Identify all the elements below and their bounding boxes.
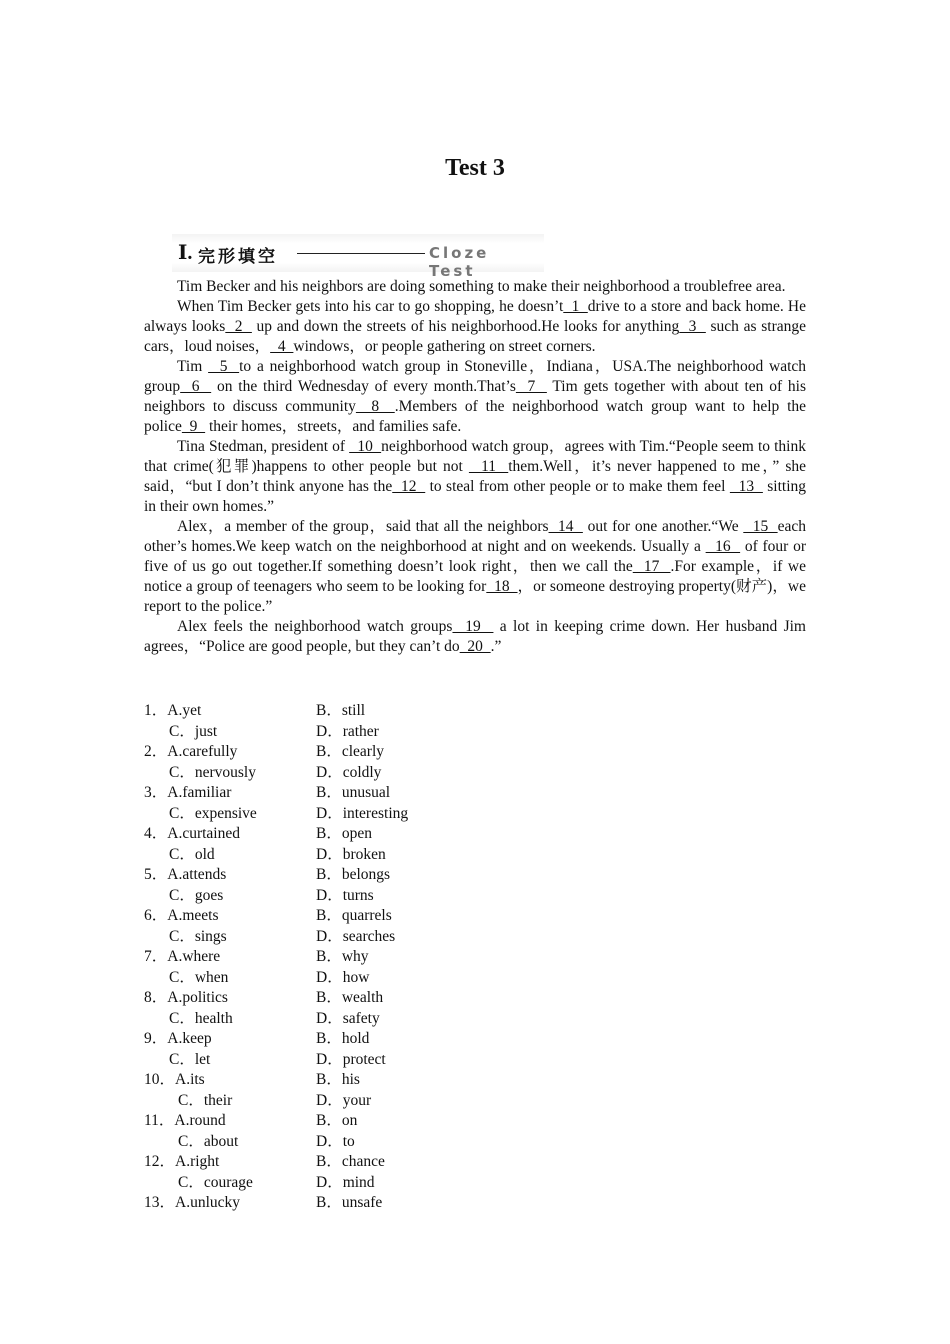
answer-blank: 8 — [355, 398, 395, 415]
passage-text: neighborhood watch group，agrees with Tim.“People seem to think that crime(犯罪)happens to other people but not — [144, 438, 806, 475]
answer-blank: 3 — [679, 318, 706, 335]
passage-text: drive to a store and back home. He always looks — [144, 298, 807, 335]
passage-text: ，or someone destroying property(财产)，we report to the police.” — [144, 578, 806, 615]
option-b: B．chance — [316, 1153, 385, 1170]
cloze-passage — [144, 277, 806, 657]
passage-text: .For example，if we notice a group of teenagers who seem to be looking for — [144, 558, 807, 595]
option-b: B．belongs — [316, 866, 391, 883]
option-c: C．sings — [169, 927, 227, 945]
option-d: D．your — [316, 1091, 372, 1109]
option-b: B．wealth — [316, 989, 384, 1006]
question-options — [144, 1067, 644, 1108]
option-d: D．to — [316, 1132, 355, 1150]
option-b: B．on — [316, 1112, 358, 1129]
option-a: 12．A.right — [144, 1153, 220, 1170]
passage-text: Tina Stedman, president of — [177, 438, 350, 455]
question-options — [144, 862, 644, 903]
passage-text: such as strange cars，loud noises， — [144, 318, 806, 355]
passage-text: .Members of the neighborhood watch group want to help the police — [144, 398, 807, 435]
option-d: D．rather — [316, 722, 379, 740]
option-d: D．how — [316, 968, 370, 986]
option-a: 6．A.meets — [144, 907, 219, 924]
option-c: C．their — [178, 1091, 233, 1109]
question-options — [144, 1108, 644, 1149]
option-b: B．still — [316, 702, 366, 719]
option-b: B．quarrels — [316, 907, 392, 924]
answer-blank: 9 — [181, 418, 206, 435]
option-c: C．when — [169, 968, 229, 986]
passage-text: Alex，a member of the group，said that all the neighbors — [177, 518, 549, 535]
answer-blank: 16 — [705, 538, 741, 555]
answer-blank: 6 — [180, 378, 212, 395]
option-d: D．protect — [316, 1050, 386, 1068]
option-a: 13．A.unlucky — [144, 1194, 241, 1211]
answer-options — [144, 698, 644, 1210]
passage-paragraph — [144, 277, 806, 297]
passage-text: Tim Becker and his neighbors are doing something to make their neighborhood a troublefree area. — [177, 278, 786, 295]
option-d: D．coldly — [316, 763, 382, 781]
option-c: C．goes — [169, 886, 224, 904]
passage-paragraph — [144, 517, 806, 617]
question-options — [144, 698, 644, 739]
answer-blank: 20 — [459, 638, 491, 655]
option-c: C．let — [169, 1050, 211, 1068]
passage-paragraph — [144, 437, 806, 517]
option-b: B．why — [316, 948, 369, 965]
option-b: B．unusual — [316, 784, 391, 801]
answer-blank: 7 — [515, 378, 547, 395]
passage-text: Tim gets together with about ten of his neighbors to discuss community — [144, 378, 807, 415]
option-d: D．searches — [316, 927, 396, 945]
option-d: D．turns — [316, 886, 374, 904]
passage-text: their homes，streets，and families safe. — [205, 418, 462, 435]
option-c: C．old — [169, 845, 215, 863]
option-c: C．health — [169, 1009, 233, 1027]
question-options — [144, 944, 644, 985]
option-c: C．expensive — [169, 804, 257, 822]
answer-blank: 5 — [208, 358, 240, 375]
option-b: B．his — [316, 1071, 360, 1088]
option-b: B．clearly — [316, 743, 385, 760]
answer-blank: 2 — [225, 318, 252, 335]
option-a: 7．A.where — [144, 948, 221, 965]
passage-text: windows，or people gathering on street corners. — [293, 338, 596, 355]
question-options — [144, 1149, 644, 1190]
passage-text: a lot in keeping crime down. Her husband Jim agrees，“Police are good people, but they can’t do — [144, 618, 806, 655]
answer-blank: 13 — [729, 478, 763, 495]
option-a: 5．A.attends — [144, 866, 227, 883]
question-options — [144, 903, 644, 944]
question-options — [144, 1190, 644, 1210]
option-a: 3．A.familiar — [144, 784, 232, 801]
option-d: D．safety — [316, 1009, 380, 1027]
question-options — [144, 1026, 644, 1067]
option-d: D．mind — [316, 1173, 375, 1191]
option-a: 4．A.curtained — [144, 825, 240, 842]
answer-blank: 12 — [392, 478, 426, 495]
section-title-cn: 完形填空 — [198, 247, 278, 267]
passage-paragraph — [144, 357, 806, 437]
passage-text: Tim — [177, 358, 209, 375]
passage-text: out for one another.“We — [582, 518, 744, 535]
answer-blank: 19 — [452, 618, 494, 635]
passage-text: them.Well，it’s never happened to me，” she said，“but I don’t think anyone has the — [144, 458, 806, 495]
section-title-en: Cloze Test — [429, 244, 490, 280]
option-c: C．courage — [178, 1173, 253, 1191]
passage-text: of four or five of us go out together.If something doesn’t look right，then we call the — [144, 538, 806, 575]
passage-paragraph — [144, 297, 806, 357]
question-options — [144, 739, 644, 780]
question-options — [144, 780, 644, 821]
answer-blank: 14 — [548, 518, 583, 535]
option-c: C．about — [178, 1132, 239, 1150]
answer-blank: 11 — [468, 458, 509, 475]
passage-text: sitting in their own homes.” — [144, 478, 807, 515]
answer-blank: 1 — [563, 298, 588, 315]
answer-blank: 17 — [632, 558, 671, 575]
passage-text: to steal from other people or to make them feel — [425, 478, 730, 495]
passage-text: Alex feels the neighborhood watch groups — [177, 618, 453, 635]
option-a: 11．A.round — [144, 1112, 226, 1129]
answer-blank: 18 — [486, 578, 518, 595]
answer-blank: 10 — [349, 438, 382, 455]
option-c: C．just — [169, 722, 218, 740]
question-options — [144, 821, 644, 862]
passage-text: on the third Wednesday of every month.That’s — [211, 378, 516, 395]
question-options — [144, 985, 644, 1026]
answer-blank: 15 — [743, 518, 778, 535]
passage-text: each other’s homes.We keep watch on the neighborhood at night and on weekends. Usually a — [144, 518, 807, 555]
passage-paragraph — [144, 617, 806, 657]
answer-blank: 4 — [270, 338, 294, 355]
page-title: Test 3 — [445, 155, 505, 181]
option-a: 1．A.yet — [144, 702, 202, 719]
option-b: B．open — [316, 825, 372, 842]
option-b: B．hold — [316, 1030, 370, 1047]
option-a: 9．A.keep — [144, 1030, 212, 1047]
option-a: 8．A.politics — [144, 989, 228, 1006]
section-divider — [297, 253, 425, 254]
passage-text: up and down the streets of his neighborhood.He looks for anything — [251, 318, 680, 335]
option-b: B．unsafe — [316, 1194, 383, 1211]
section-header — [172, 234, 544, 280]
option-c: C．nervously — [169, 763, 256, 781]
option-a: 2．A.carefully — [144, 743, 238, 760]
section-number: Ⅰ. — [178, 242, 193, 264]
passage-text: When Tim Becker gets into his car to go shopping, he doesn’t — [177, 298, 564, 315]
passage-text: .” — [490, 638, 502, 655]
option-d: D．interesting — [316, 804, 409, 822]
option-d: D．broken — [316, 845, 386, 863]
option-a: 10．A.its — [144, 1071, 205, 1088]
passage-text: to a neighborhood watch group in Stoneville，Indiana，USA.The neighborhood watch group — [144, 358, 807, 395]
